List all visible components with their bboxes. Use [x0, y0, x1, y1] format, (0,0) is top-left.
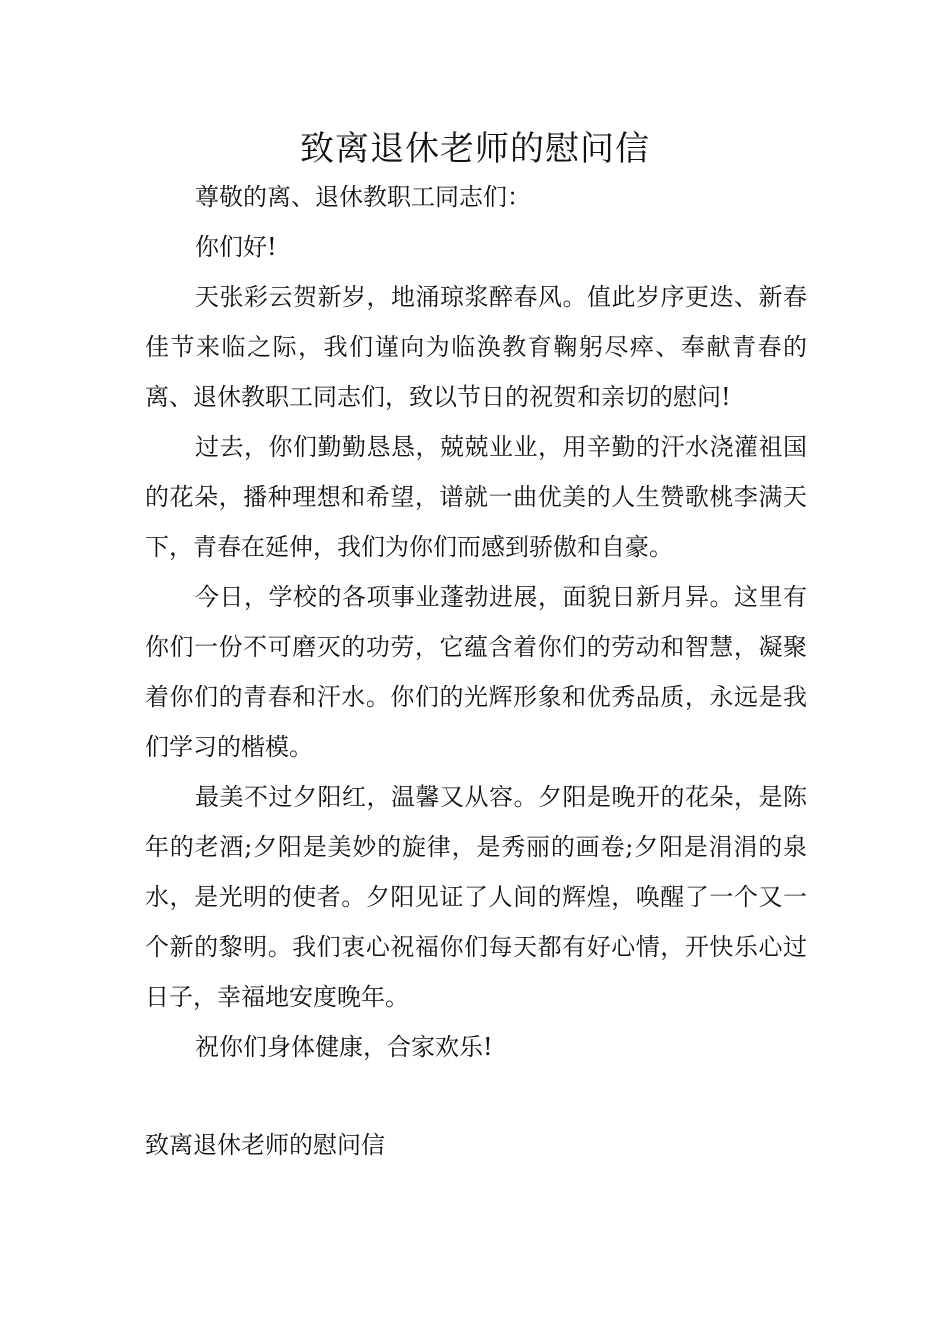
greeting: 你们好!: [195, 233, 277, 261]
paragraph-2: 过去，你们勤勤恳恳，兢兢业业，用辛勤的汗水浇灌祖国的花朵，播种理想和希望，谱就一曲优美的人生赞歌桃李满天下，青春在延伸，我们为你们而感到骄傲和自豪。: [145, 433, 807, 561]
letter-body: [145, 172, 807, 1072]
salutation: 尊敬的离、退休教职工同志们：: [195, 183, 531, 211]
footer-title: 致离退休老师的慰问信: [145, 1131, 385, 1159]
paragraph-4: 最美不过夕阳红，温馨又从容。夕阳是晚开的花朵，是陈年的老酒;夕阳是美妙的旋律，是秀丽的画卷;夕阳是涓涓的泉水，是光明的使者。夕阳见证了人间的辉煌，唤醒了一个又一个新的黎明。我们衷心祝福你们每天都有好心情，开快乐心过日子，幸福地安度晚年。: [145, 783, 807, 1011]
paragraph-1: 天张彩云贺新岁，地涌琼浆醉春风。值此岁序更迭、新春佳节来临之际，我们谨向为临涣教育鞠躬尽瘁、奉献青春的离、退休教职工同志们，致以节日的祝贺和亲切的慰问!: [145, 283, 807, 411]
document-title: 致离退休老师的慰问信: [300, 129, 650, 169]
paragraph-3: 今日，学校的各项事业蓬勃进展，面貌日新月异。这里有你们一份不可磨灭的功劳，它蕴含着你们的劳动和智慧，凝聚着你们的青春和汗水。你们的光辉形象和优秀品质，永远是我们学习的楷模。: [145, 583, 807, 761]
closing-wishes: 祝你们身体健康，合家欢乐!: [195, 1033, 493, 1061]
